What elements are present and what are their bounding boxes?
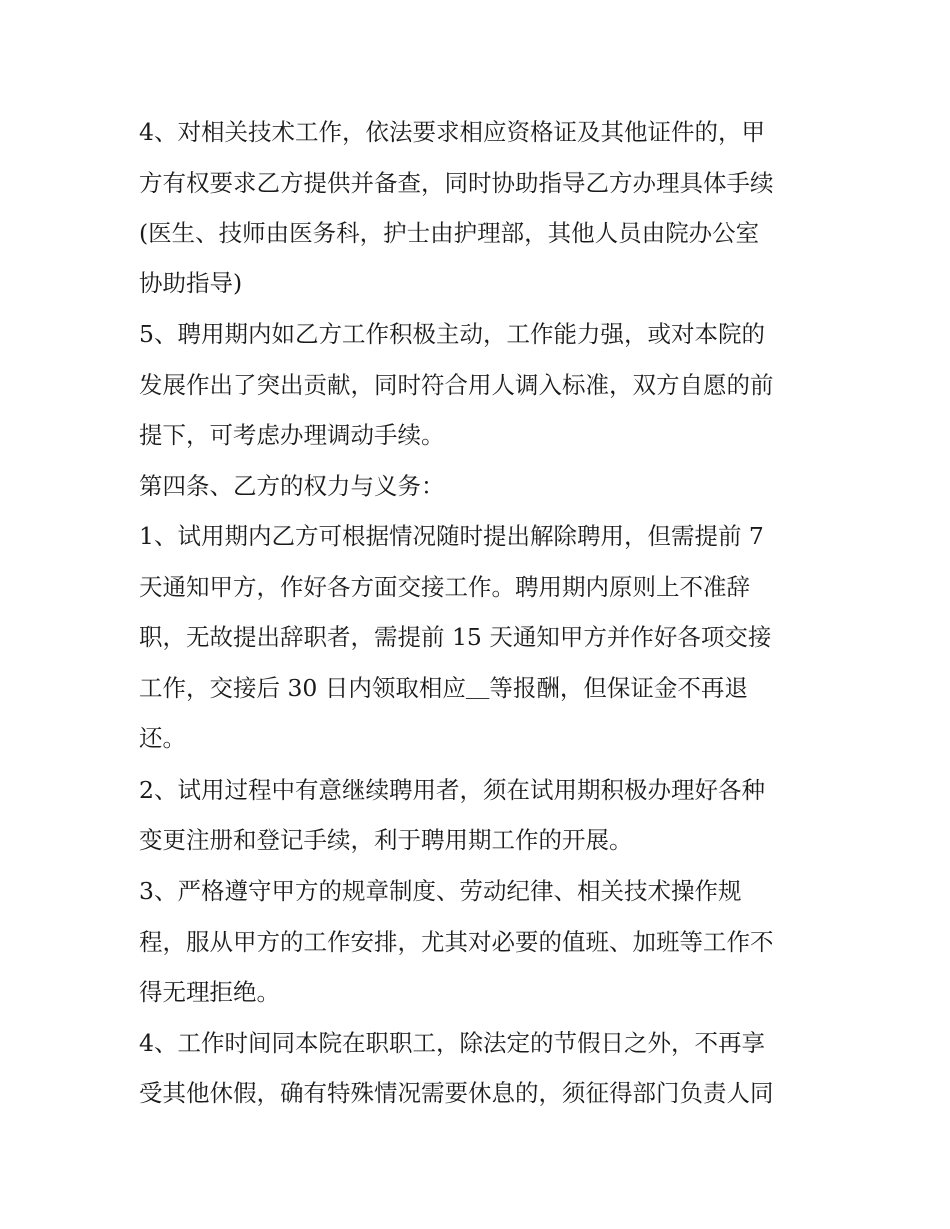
text-line: 变更注册和登记手续，利于聘用期工作的开展。 bbox=[139, 826, 633, 854]
text-line: 工作，交接后 30 日内领取相应＿等报酬，但保证金不再退 bbox=[139, 674, 748, 702]
text-line: 2、试用过程中有意继续聘用者，须在试用期积极办理好各种 bbox=[139, 776, 765, 804]
text-line: 得无理拒绝。 bbox=[139, 978, 280, 1006]
text-line: (医生、技师由医务科，护士由护理部，其他人员由院办公室 bbox=[139, 219, 760, 247]
text-line: 受其他休假，确有特殊情况需要休息的，须征得部门负责人同 bbox=[139, 1079, 774, 1107]
text-line: 天通知甲方，作好各方面交接工作。聘用期内原则上不准辞 bbox=[139, 573, 750, 601]
text-line: 提下，可考虑办理调动手续。 bbox=[139, 421, 445, 449]
text-line: 3、严格遵守甲方的规章制度、劳动纪律、相关技术操作规 bbox=[139, 877, 742, 905]
text-line: 5、聘用期内如乙方工作积极主动，工作能力强，或对本院的 bbox=[139, 320, 765, 348]
text-line: 协助指导) bbox=[139, 269, 243, 297]
text-line: 1、试用期内乙方可根据情况随时提出解除聘用，但需提前 7 bbox=[139, 522, 764, 550]
section-heading: 第四条、乙方的权力与义务： bbox=[139, 472, 445, 500]
text-line: 4、对相关技术工作，依法要求相应资格证及其他证件的，甲 bbox=[139, 118, 765, 146]
text-line: 发展作出了突出贡献，同时符合用人调入标准，双方自愿的前 bbox=[139, 371, 774, 399]
text-line: 职，无故提出辞职者，需提前 15 天通知甲方并作好各项交接 bbox=[139, 623, 772, 651]
text-line: 程，服从甲方的工作安排，尤其对必要的值班、加班等工作不 bbox=[139, 928, 774, 956]
text-line: 还。 bbox=[139, 724, 186, 752]
text-line: 4、工作时间同本院在职职工，除法定的节假日之外，不再享 bbox=[139, 1029, 765, 1057]
text-line: 方有权要求乙方提供并备查，同时协助指导乙方办理具体手续 bbox=[139, 169, 774, 197]
